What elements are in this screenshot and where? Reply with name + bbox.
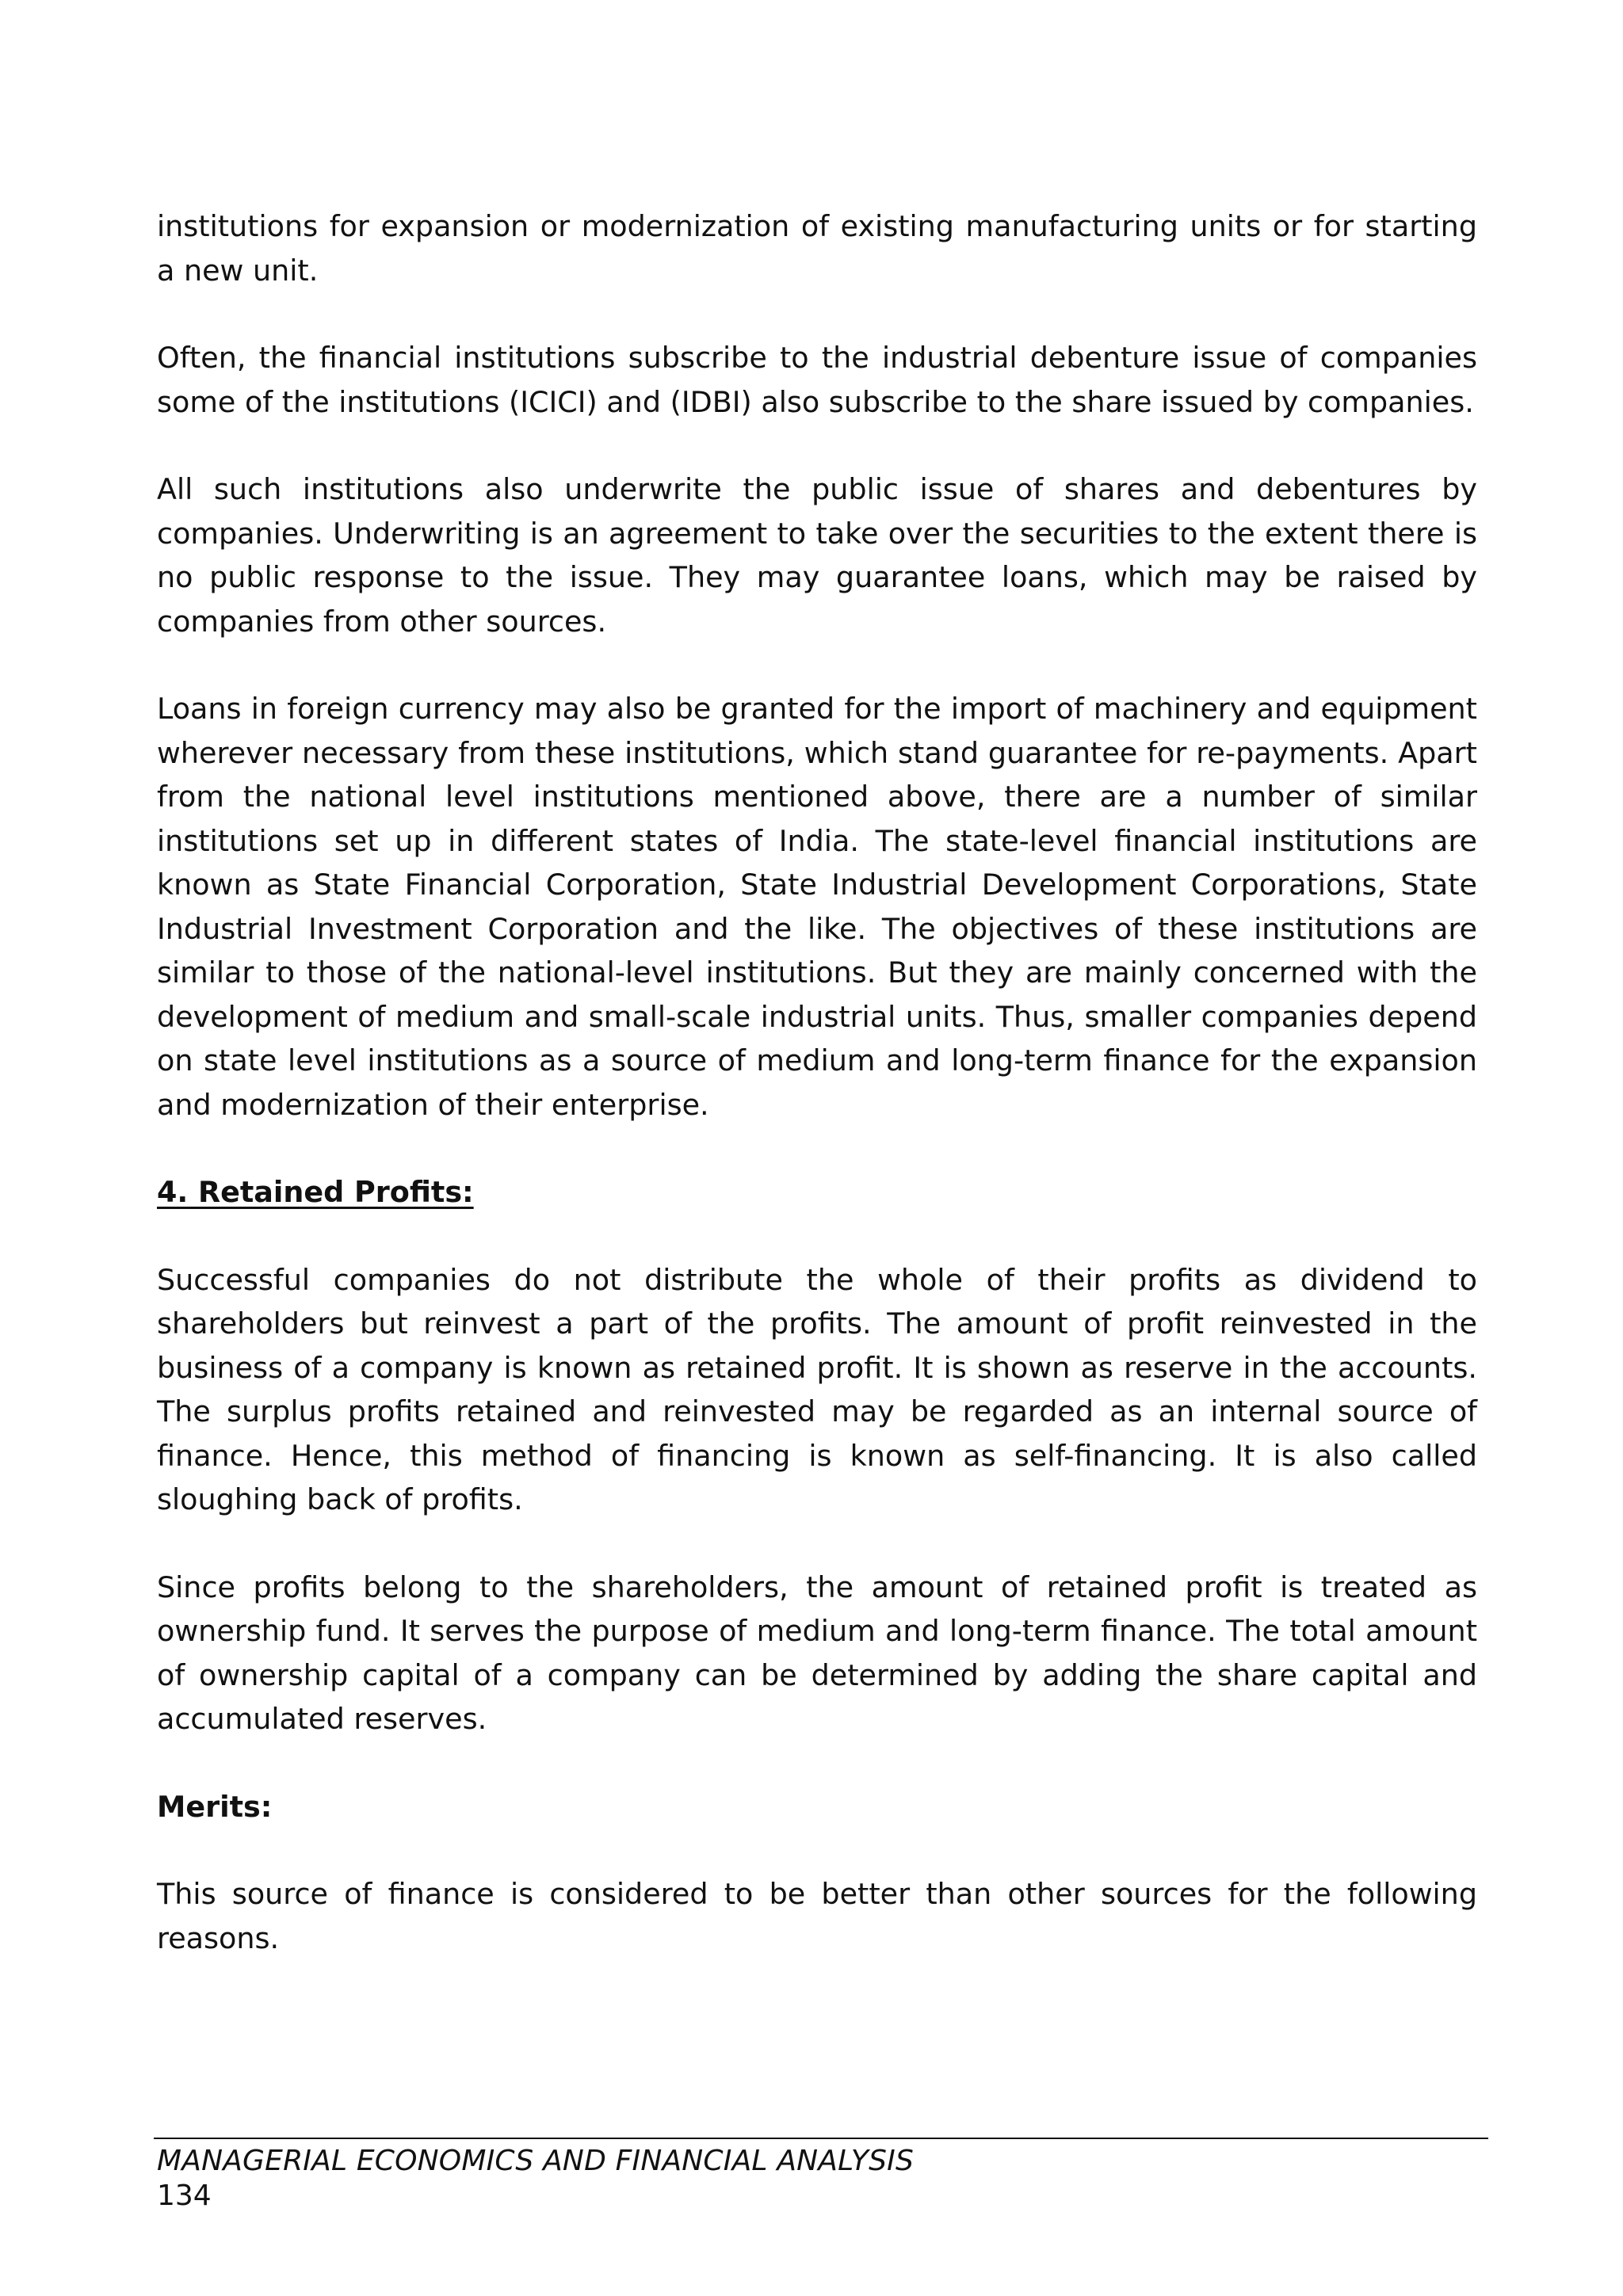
- paragraph-debenture-subscription: Often, the financial institutions subscribe to the industrial debenture issue of companies some of the institutions (ICICI) and (IDBI) also subscribe to the share issued by companies.: [157, 341, 1477, 419]
- page-body: [157, 204, 1477, 2004]
- footer-divider: [154, 2138, 1488, 2139]
- footer-page-number: 134: [157, 2180, 212, 2212]
- heading-merits: Merits:: [157, 1789, 273, 1824]
- paragraph-merits-intro: This source of finance is considered to be better than other sources for the following reasons.: [157, 1877, 1477, 1955]
- footer-book-title: MANAGERIAL ECONOMICS AND FINANCIAL ANALYSIS: [157, 2145, 915, 2177]
- paragraph-ownership-fund: Since profits belong to the shareholders, the amount of retained profit is treated as ownership fund. It serves the purpose of medium and long-term finance. The total amount of ownership capital of a company can be determined by adding the share capital and accumulated reserves.: [157, 1569, 1477, 1736]
- paragraph-retained-profit-definition: Successful companies do not distribute the whole of their profits as dividend to shareholders but reinvest a part of the profits. The amount of profit reinvested in the business of a company is known as retained profit. It is shown as reserve in the accounts. The surplus profits retained and reinvested may be regarded as an internal source of finance. Hence, this method of financing is known as self-financing. It is also called sloughing back of profits.: [157, 1262, 1477, 1516]
- paragraph-foreign-currency-loans: Loans in foreign currency may also be granted for the import of machinery and equipment wherever necessary from these institutions, which stand guarantee for re-payments. Apart from the national level institutions mentioned above, there are a number of similar institutions set up in different states of India. The state-level financial institutions are known as State Financial Corporation, State Industrial Development Corporations, State Industrial Investment Corporation and the like. The objectives of these institutions are similar to those of the national-level institutions. But they are mainly concerned with the development of medium and small-scale industrial units. Thus, smaller companies depend on state level institutions as a source of medium and long-term finance for the expansion and modernization of their enterprise.: [157, 692, 1477, 1122]
- heading-retained-profits: 4. Retained Profits:: [157, 1175, 474, 1209]
- paragraph-institutions-expansion: institutions for expansion or modernization of existing manufacturing units or for starting a new unit.: [157, 209, 1477, 288]
- paragraph-underwriting: All such institutions also underwrite the public issue of shares and debentures by companies. Underwriting is an agreement to take over the securities to the extent there is no public response to the issue. They may guarantee loans, which may be raised by companies from other sources.: [157, 472, 1477, 639]
